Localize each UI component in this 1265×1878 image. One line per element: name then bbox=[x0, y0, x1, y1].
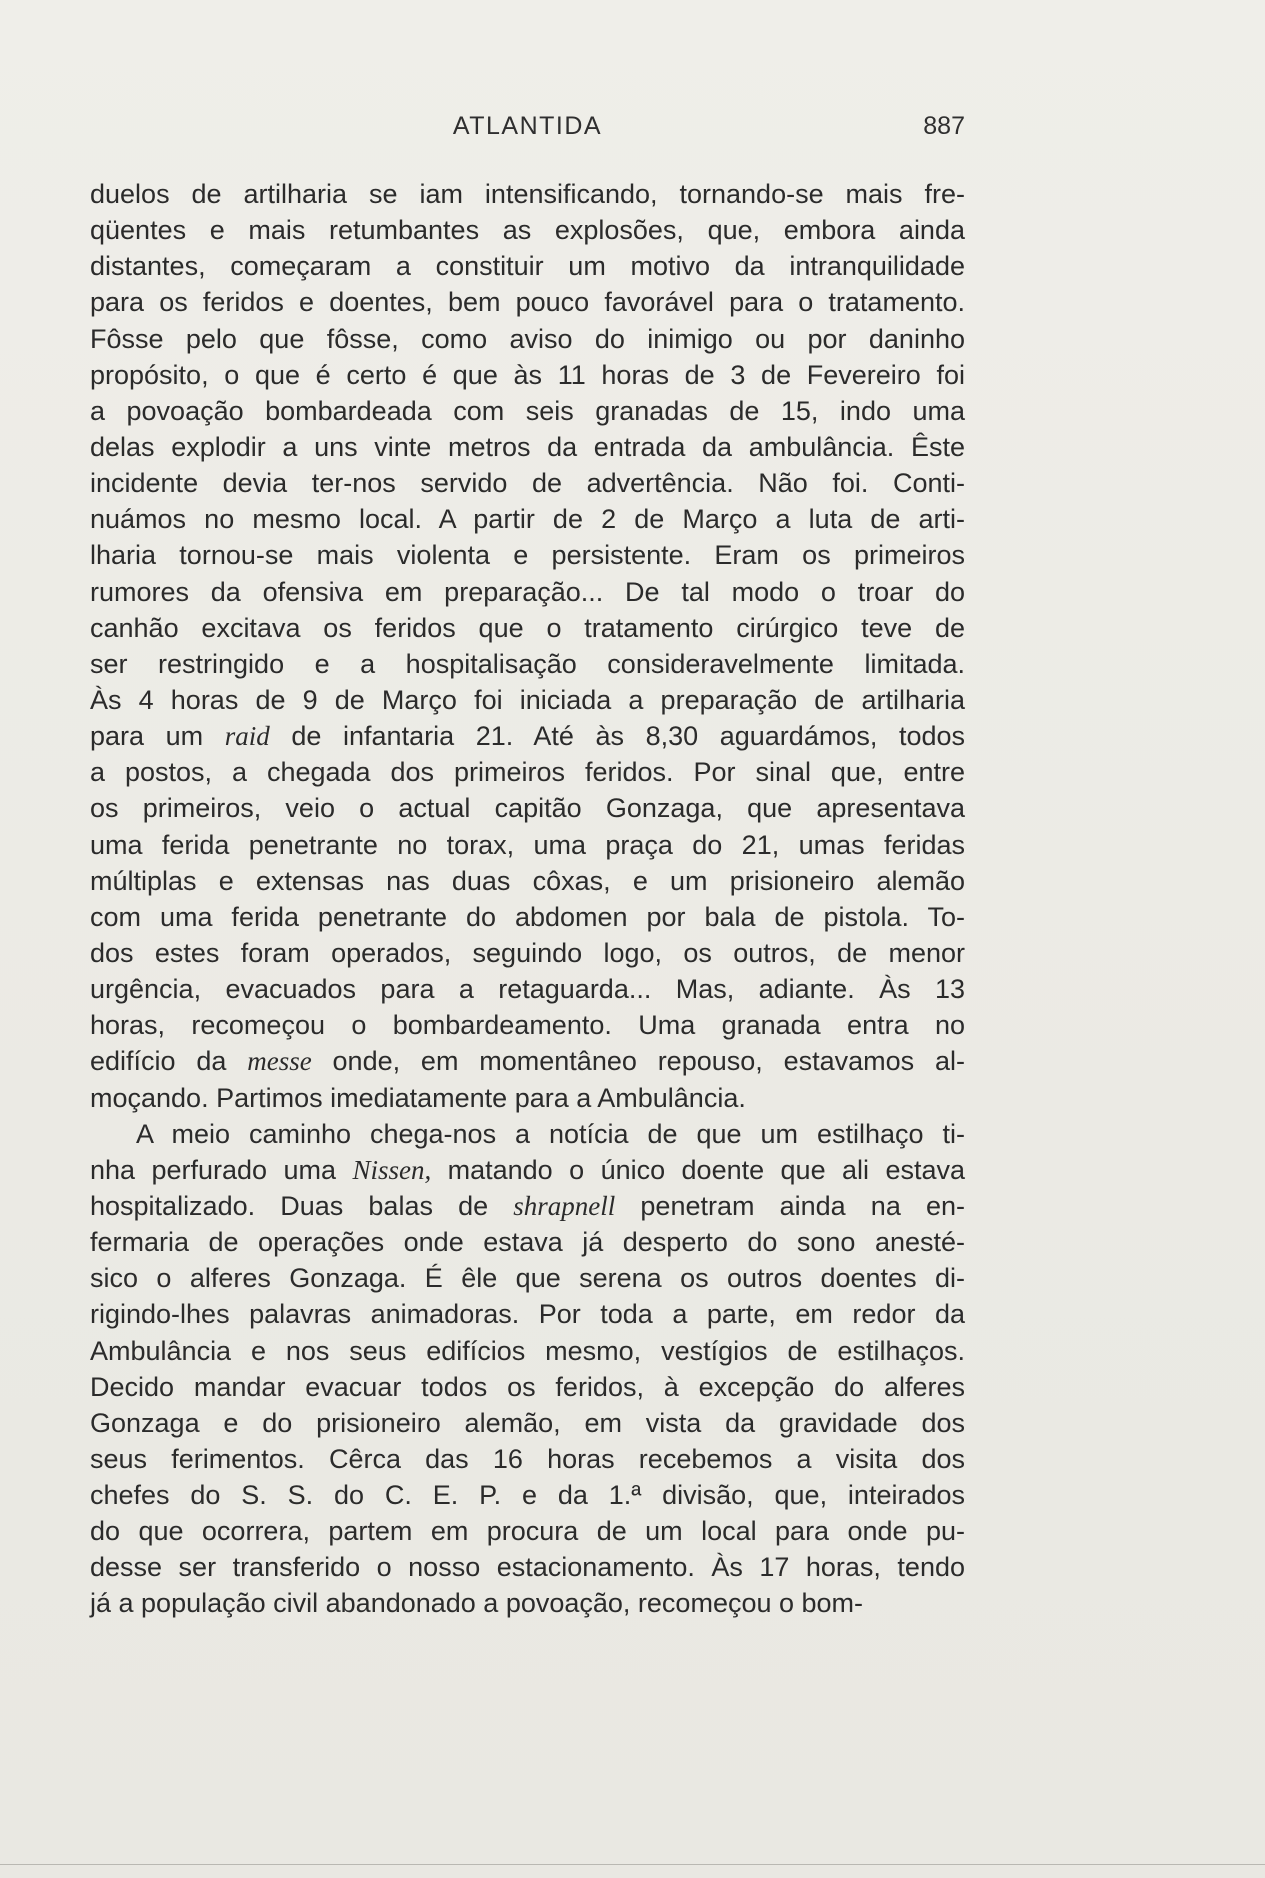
text-line: Às 4 horas de 9 de Março foi iniciada a preparação de artilharia bbox=[90, 684, 965, 715]
text-segment: hospitalizado. Duas balas de bbox=[90, 1190, 514, 1221]
text-line: fermaria de operações onde estava já desperto do sono anesté- bbox=[90, 1227, 965, 1258]
text-line: qüentes e mais retumbantes as explosões, que, embora ainda bbox=[90, 215, 965, 246]
italic-term: shrapnell bbox=[513, 1190, 616, 1221]
text-segment: onde, em momentâneo repouso, estavamos al- bbox=[311, 1046, 965, 1077]
text-line: Fôsse pelo que fôsse, como aviso do inimigo ou por daninho bbox=[90, 323, 965, 354]
text-segment: penetram ainda na en- bbox=[615, 1190, 965, 1221]
text-line bbox=[90, 1188, 965, 1224]
text-line: rumores da ofensiva em preparação... De tal modo o troar do bbox=[90, 576, 965, 607]
text-line bbox=[90, 718, 965, 754]
text-line: múltiplas e extensas nas duas côxas, e um prisioneiro alemão bbox=[90, 865, 965, 896]
text-segment: nha perfurado uma bbox=[90, 1154, 353, 1185]
text-line: Gonzaga e do prisioneiro alemão, em vista da gravidade dos bbox=[90, 1407, 965, 1438]
text-segment: matando o único doente que ali estava bbox=[431, 1154, 965, 1185]
text-segment: edifício da bbox=[90, 1046, 248, 1077]
text-line: distantes, começaram a constituir um motivo da intranquilidade bbox=[90, 251, 965, 282]
text-line: rigindo-lhes palavras animadoras. Por toda a parte, em redor da bbox=[90, 1299, 965, 1330]
text-line: com uma ferida penetrante do abdomen por bala de pistola. To- bbox=[90, 901, 965, 932]
text-line: sico o alferes Gonzaga. É êle que serena os outros doentes di- bbox=[90, 1263, 965, 1294]
text-segment: de infantaria 21. Até às 8,30 aguardámos, todos bbox=[269, 721, 965, 752]
text-line: ser restringido e a hospitalisação consideravelmente limitada. bbox=[90, 648, 965, 679]
text-line: uma ferida penetrante no torax, uma praça do 21, umas feridas bbox=[90, 829, 965, 860]
text-line: Decido mandar evacuar todos os feridos, à excepção do alferes bbox=[90, 1371, 965, 1402]
text-line: A meio caminho chega-nos a notícia de que um estilhaço ti- bbox=[136, 1118, 965, 1149]
text-line: chefes do S. S. do C. E. P. e da 1.ª divisão, que, inteirados bbox=[90, 1480, 965, 1511]
text-line: Ambulância e nos seus edifícios mesmo, vestígios de estilhaços. bbox=[90, 1335, 965, 1366]
text-line: lharia tornou-se mais violenta e persistente. Eram os primeiros bbox=[90, 540, 965, 571]
text-line: desse ser transferido o nosso estacionamento. Às 17 horas, tendo bbox=[90, 1552, 965, 1583]
text-line: para os feridos e doentes, bem pouco favorável para o tratamento. bbox=[90, 287, 965, 318]
italic-term: raid bbox=[224, 721, 270, 752]
text-line: os primeiros, veio o actual capitão Gonzaga, que apresentava bbox=[90, 793, 965, 824]
text-line: nuámos no mesmo local. A partir de 2 de Março a luta de arti- bbox=[90, 504, 965, 535]
text-line: delas explodir a uns vinte metros da entrada da ambulância. Êste bbox=[90, 431, 965, 462]
text-line: já a população civil abandonado a povoação, recomeçou o bom- bbox=[90, 1588, 864, 1619]
italic-term: Nissen, bbox=[352, 1154, 432, 1185]
text-line: horas, recomeçou o bombardeamento. Uma granada entra no bbox=[90, 1010, 965, 1041]
page-number: 887 bbox=[923, 112, 965, 140]
text-line: seus ferimentos. Cêrca das 16 horas recebemos a visita dos bbox=[90, 1443, 965, 1474]
text-line: urgência, evacuados para a retaguarda... Mas, adiante. Às 13 bbox=[90, 974, 965, 1005]
body-text bbox=[90, 176, 965, 1622]
running-title: ATLANTIDA bbox=[452, 112, 603, 140]
text-line bbox=[90, 1043, 965, 1079]
page-header bbox=[90, 112, 965, 152]
text-line: moçando. Partimos imediatamente para a Ambulância. bbox=[90, 1082, 746, 1113]
italic-term: messe bbox=[247, 1046, 312, 1077]
page-edge-line bbox=[0, 1864, 1265, 1865]
text-line: canhão excitava os feridos que o tratamento cirúrgico teve de bbox=[90, 612, 965, 643]
text-line: propósito, o que é certo é que às 11 horas de 3 de Fevereiro foi bbox=[90, 359, 965, 390]
text-line bbox=[90, 1152, 965, 1188]
text-line: dos estes foram operados, seguindo logo, os outros, de menor bbox=[90, 937, 965, 968]
text-line: do que ocorrera, partem em procura de um local para onde pu- bbox=[90, 1516, 965, 1547]
text-line: incidente devia ter-nos servido de advertência. Não foi. Conti- bbox=[90, 468, 965, 499]
text-line: a postos, a chegada dos primeiros feridos. Por sinal que, entre bbox=[90, 757, 965, 788]
text-line: duelos de artilharia se iam intensificando, tornando-se mais fre- bbox=[90, 179, 965, 209]
text-line: a povoação bombardeada com seis granadas de 15, indo uma bbox=[90, 395, 965, 426]
text-segment: para um bbox=[90, 721, 225, 752]
